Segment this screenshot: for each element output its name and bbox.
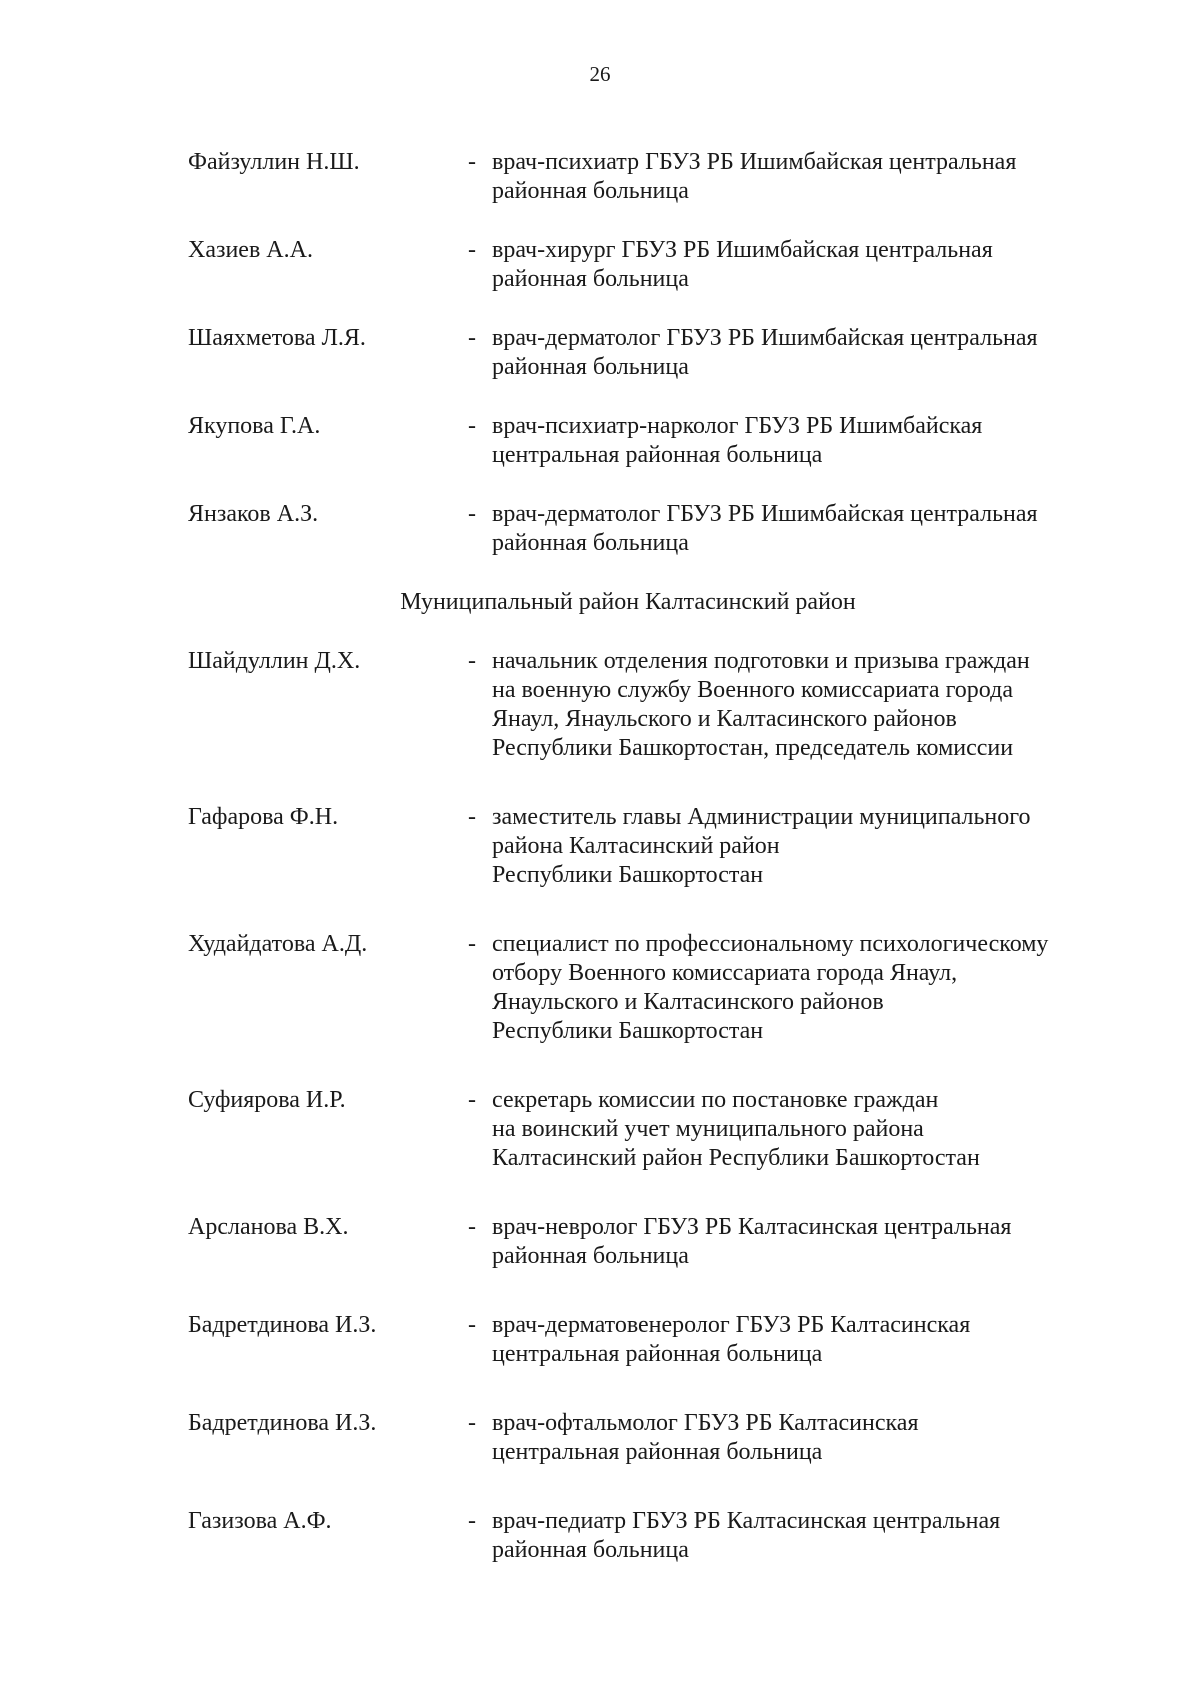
- member-entry: [188, 803, 1138, 890]
- member-entry: [188, 1213, 1138, 1271]
- member-name: Хазиев А.А.: [188, 237, 313, 263]
- member-name: Гафарова Ф.Н.: [188, 804, 339, 830]
- member-entry: [188, 647, 1138, 763]
- dash: -: [468, 237, 476, 263]
- dash: -: [468, 1312, 476, 1338]
- member-position: врач-невролог ГБУЗ РБ Калтасинская центральная районная больница: [492, 1214, 1012, 1269]
- member-name: Файзуллин Н.Ш.: [188, 149, 360, 175]
- dash: -: [468, 1087, 476, 1113]
- member-position: заместитель главы Администрации муниципального района Калтасинский район Республики Башкортостан: [492, 804, 1031, 888]
- member-name: Шаяхметова Л.Я.: [188, 325, 366, 351]
- member-position: специалист по профессиональному психологическому отбору Военного комиссариата города Янаул, Янаульского и Калтасинского районов Республики Башкортостан: [492, 931, 1049, 1044]
- member-position: врач-офтальмолог ГБУЗ РБ Калтасинская центральная районная больница: [492, 1410, 919, 1465]
- member-entry: [188, 412, 1138, 470]
- member-position: врач-психиатр ГБУЗ РБ Ишимбайская центральная районная больница: [492, 149, 1017, 204]
- member-position: врач-дерматолог ГБУЗ РБ Ишимбайская центральная районная больница: [492, 501, 1038, 556]
- member-entry: [188, 236, 1138, 294]
- dash: -: [468, 1508, 476, 1534]
- member-name: Газизова А.Ф.: [188, 1508, 332, 1534]
- dash: -: [468, 413, 476, 439]
- member-name: Арсланова В.Х.: [188, 1214, 349, 1240]
- member-position: врач-педиатр ГБУЗ РБ Калтасинская центральная районная больница: [492, 1508, 1001, 1563]
- member-name: Суфиярова И.Р.: [188, 1087, 346, 1113]
- member-list: [188, 148, 1138, 1565]
- member-entry: [188, 1507, 1138, 1565]
- member-position: врач-хирург ГБУЗ РБ Ишимбайская центральная районная больница: [492, 237, 993, 292]
- member-name: Худайдатова А.Д.: [188, 931, 368, 957]
- member-position: врач-дерматолог ГБУЗ РБ Ишимбайская центральная районная больница: [492, 325, 1038, 380]
- dash: -: [468, 149, 476, 175]
- member-entry: [188, 500, 1138, 558]
- member-position: врач-психиатр-нарколог ГБУЗ РБ Ишимбайская центральная районная больница: [492, 413, 983, 468]
- dash: -: [468, 1410, 476, 1436]
- dash: -: [468, 648, 476, 674]
- dash: -: [468, 804, 476, 830]
- member-position: начальник отделения подготовки и призыва граждан на военную службу Военного комиссариата города Янаул, Янаульского и Калтасинского районов Республики Башкортостан, председатель комиссии: [492, 648, 1030, 761]
- member-entry: [188, 930, 1138, 1046]
- dash: -: [468, 931, 476, 957]
- member-entry: [188, 1409, 1138, 1467]
- member-entry: [188, 1311, 1138, 1369]
- member-name: Бадретдинова И.З.: [188, 1312, 377, 1338]
- member-entry: [188, 148, 1138, 206]
- member-name: Шайдуллин Д.Х.: [188, 648, 361, 674]
- dash: -: [468, 501, 476, 527]
- member-entry: [188, 1086, 1138, 1173]
- section-heading: Муниципальный район Калтасинский район: [400, 589, 856, 615]
- dash: -: [468, 1214, 476, 1240]
- member-name: Янзаков А.З.: [188, 501, 319, 527]
- member-entry: [188, 324, 1138, 382]
- member-name: Якупова Г.А.: [188, 413, 321, 439]
- member-position: врач-дерматовенеролог ГБУЗ РБ Калтасинская центральная районная больница: [492, 1312, 971, 1367]
- member-position: секретарь комиссии по постановке граждан на воинский учет муниципального района Калтасинский район Республики Башкортостан: [492, 1087, 980, 1171]
- member-name: Бадретдинова И.З.: [188, 1410, 377, 1436]
- page-number: 26: [589, 62, 611, 86]
- dash: -: [468, 325, 476, 351]
